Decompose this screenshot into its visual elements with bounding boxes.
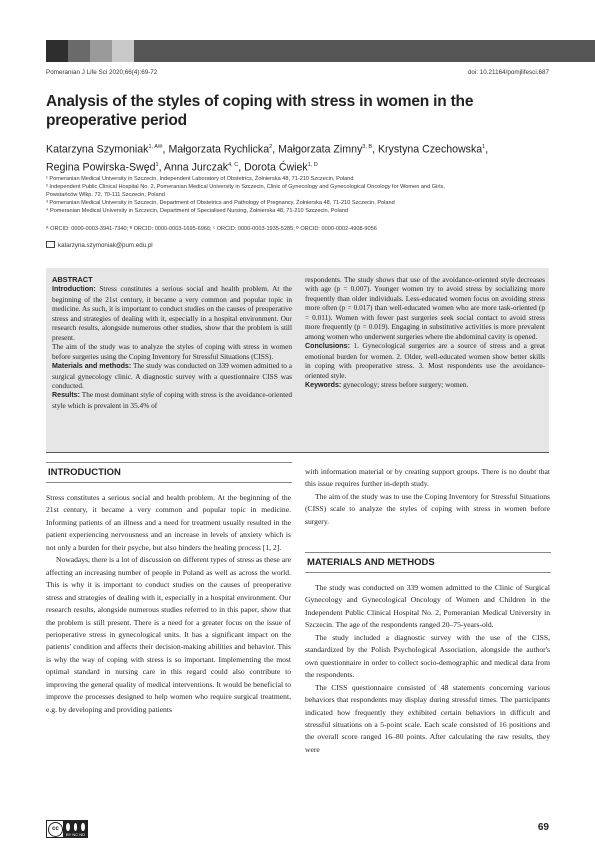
paragraph: The aim of the study was to use the Coping Inventory for Stressful Situations (CISS) scale to analyze the styles of coping with stress in women before surgery. [305, 491, 550, 526]
author-name: Małgorzata Zimny [278, 143, 363, 156]
paragraph: The study included a diagnostic survey with the use of the CISS, standardized by the Polish Psychological Association, alongside the author's own questionnaire in order to collect socio-demographic and medical data from the respondents. [305, 632, 550, 680]
orcid-line: ᴬ ORCID: 0000-0003-3941-7340; ᴮ ORCID: 0000-0003-1695-6966; ᶜ ORCID: 0000-0003-1935-5285; ᴰ ORCID: 0000-0002-4908-9056 [46, 226, 377, 232]
paragraph: Nowadays, there is a lot of discussion on different types of stress as these are affecting an increasing number of people in Poland as well as across the world. This is why it is important to conduct studies on the causes of preoperative stress and strategies of dealing with it, especially in a hospital environment. Our research results, alongside numerous studies referred to in this paper, show that the problem is still present. There is a need for a greater focus on the issue of perioperative stress in gynecological units. It has a significant impact on the patients' condition and affects their decision-making abilities and behavior. This is why the way of coping with stress is so important. Implementing the most optimal standard in nursing care in this regard could also contribute to improving the general quality of medical interventions. It would be beneficial to improve the processes designed to help women who require surgical treatment, e.g. by developing and providing patients [46, 555, 291, 714]
envelope-icon [46, 241, 55, 248]
article-title: Analysis of the styles of coping with stress in women in the preoperative period [46, 93, 474, 129]
affiliation-line: ³ Pomeranian Medical University in Szczecin, Department of Obstetrics and Pathology of Pregnancy, Żołnierska 48, 71-210 Szczecin, Poland [46, 200, 395, 206]
affiliations [46, 175, 556, 215]
abstract-column-left [52, 275, 292, 410]
author-affiliation-mark: 1, D [307, 161, 318, 168]
author-affiliation-mark: 2 [269, 144, 273, 150]
author-name: Krystyna Czechowska [377, 143, 483, 156]
affiliation-line: ¹ Pomeranian Medical University in Szczecin, Independent Laboratory of Obstetrics, Żołnierska 48, 71-210 Szczecin, Poland [46, 176, 354, 182]
author-affiliation-mark: 4, C [228, 161, 239, 168]
abstract-column-right [305, 275, 545, 390]
author-affiliation-mark: 3, B [362, 144, 373, 150]
affiliation-line: Powstańców Wlkp. 72, 70-111 Szczecin, Poland [46, 192, 165, 198]
body-column-left [46, 492, 291, 716]
affiliation-line: ⁴ Pomeranian Medical University in Szczecin, Department of Specialised Nursing, Żołnierska 48, 71-210 Szczecin, Poland [46, 208, 349, 214]
journal-reference: Pomeranian J Life Sci 2020;66(4):69-72 [46, 69, 158, 76]
body-column-right [305, 466, 550, 528]
abstract-heading: ABSTRACT [52, 275, 93, 284]
cc-icon: cc [48, 822, 63, 837]
doi-link[interactable]: doi: 10.21164/pomjlifesci.687 [467, 69, 549, 76]
nc-icon [73, 822, 79, 832]
section-heading-introduction: INTRODUCTION [46, 462, 292, 483]
body-column-right-methods [305, 582, 550, 756]
author-affiliation-mark: 1, A✉ [148, 144, 163, 150]
creative-commons-license-badge[interactable] [46, 820, 88, 838]
author-name: Regina Powirska-Swęd [46, 161, 156, 174]
nd-icon [80, 822, 86, 832]
paragraph: The study was conducted on 339 women admitted to the Clinic of Surgical Gynecology and Gynecological Oncology of Women and Children in the Independent Public Clinical Hospital No. 2, Pomeranian Medical University in Szczecin. The age of the respondents ranged 20–75-years-old. [305, 583, 550, 630]
author-name: Małgorzata Rychlicka [168, 143, 270, 156]
author-name: Dorota Ćwiek [244, 161, 308, 174]
abstract-results-text-cont: respondents. The study shows that use of the avoidance-oriented style decreases with age (p = 0.007). Younger women try to avoid stress by socializing more frequently than older individuals. Less-educated women focus on avoiding stress more often (p = 0.017) than well-educated women who are more task-oriented (p = 0.011). Women with fewer past surgeries seek social contact to avoid stress more frequently (p = 0.019). Engaging in substitutive activities is more prevalent among women who underwent surgeries where the abdominal cavity is opened. [305, 275, 545, 341]
paragraph: with information material or by creating support groups. There is no doubt that this issue requires further in-depth study. [305, 467, 550, 489]
corresponding-email [46, 241, 153, 249]
abstract-methods-label: Materials and methods: [52, 362, 132, 371]
page-number: 69 [537, 822, 549, 833]
abstract-intro-label: Introduction: [52, 285, 96, 294]
affiliation-line: ² Independent Public Clinical Hospital No. 2, Pomeranian Medical University in Szczecin, Clinic of Gynecology and Gynecological Oncology for Women and Girls, [46, 184, 445, 190]
author-affiliation-mark: 1 [155, 161, 159, 168]
license-badge-text: BY NC ND [65, 832, 86, 837]
abstract-box [46, 268, 549, 453]
section-heading-methods: MATERIALS AND METHODS [305, 552, 551, 573]
abstract-aim-text: The aim of the study was to analyze the styles of coping with stress in women before surgeries using the Coping Inventory for Stressful Situations (CISS). [52, 342, 292, 361]
abstract-conclusions-text: 1. Gynecological surgeries are a source of stress and a great emotional burden for women. 2. Older, well-educated women show better skills in coping with preoperative stress. 3. Most respondents use the avoidance-oriented style. [305, 341, 545, 380]
paragraph: The CISS questionnaire consisted of 48 statements concerning various behaviors that respondents may display during stressful times. The participants indicated how frequently they exhibited certain behaviors in difficult and stressful situations on a 5-point scale. Each scale consisted of 16 positions and the overall score ranged 16–80 points. After calculating the raw results, they were [305, 682, 550, 754]
header-color-bar [0, 40, 595, 62]
author-name: Katarzyna Szymoniak [46, 143, 149, 156]
abstract-conclusions-label: Conclusions: [305, 342, 350, 351]
author-affiliation-mark: 1 [482, 144, 486, 150]
paragraph: Stress constitutes a serious social and health problem. At the beginning of the 21st century, it became a very common and popular topic in medicine. Informing patients of an illness and a need for treatment usually resulted in the patient experiencing nervousness and an increase in levels of anxiety which is not only a burden for their psyche, but also hinders the healing process [1, 2]. [46, 493, 291, 552]
journal-header [46, 69, 549, 79]
email-address[interactable]: katarzyna.szymoniak@pum.edu.pl [58, 242, 153, 249]
author-name: Anna Jurczak [163, 161, 229, 174]
abstract-results-text-start: The most dominant style of coping with stress is the avoidance-oriented style which is prevalent in 35.4% of [52, 390, 292, 410]
abstract-results-label: Results: [52, 391, 80, 400]
by-icon [65, 822, 71, 832]
abstract-methods-text: The study was conducted on 339 women admitted to a surgical gynecology clinic. A diagnostic survey with a questionnaire CISS was conducted. [52, 361, 293, 390]
abstract-intro-text: Stress constitutes a serious social and health problem. At the beginning of the 21st century, it became a very common and popular topic in medicine. As such, it is important to conduct studies on the causes of preoperative stress and strategies of dealing with it, especially in a hospital environment. Our research results, alongside numerous other studies, show that the problem is still present. [52, 284, 292, 342]
author-list: Katarzyna Szymoniak$^{1, A✉}$, Małgorzata Rychlicka$^2$, Małgorzata Zimny$^{3, B}$, Krystyna Czechowska$^1$, Regina Powirska-Swęd$^1$, Anna Jurczak$^{4, C}$, Dorota Ćwiek$^{1, D}$ [46, 143, 489, 174]
abstract-keywords-label: Keywords: [305, 380, 342, 389]
abstract-keywords-text: gynecology; stress before surgery; women. [343, 379, 469, 389]
